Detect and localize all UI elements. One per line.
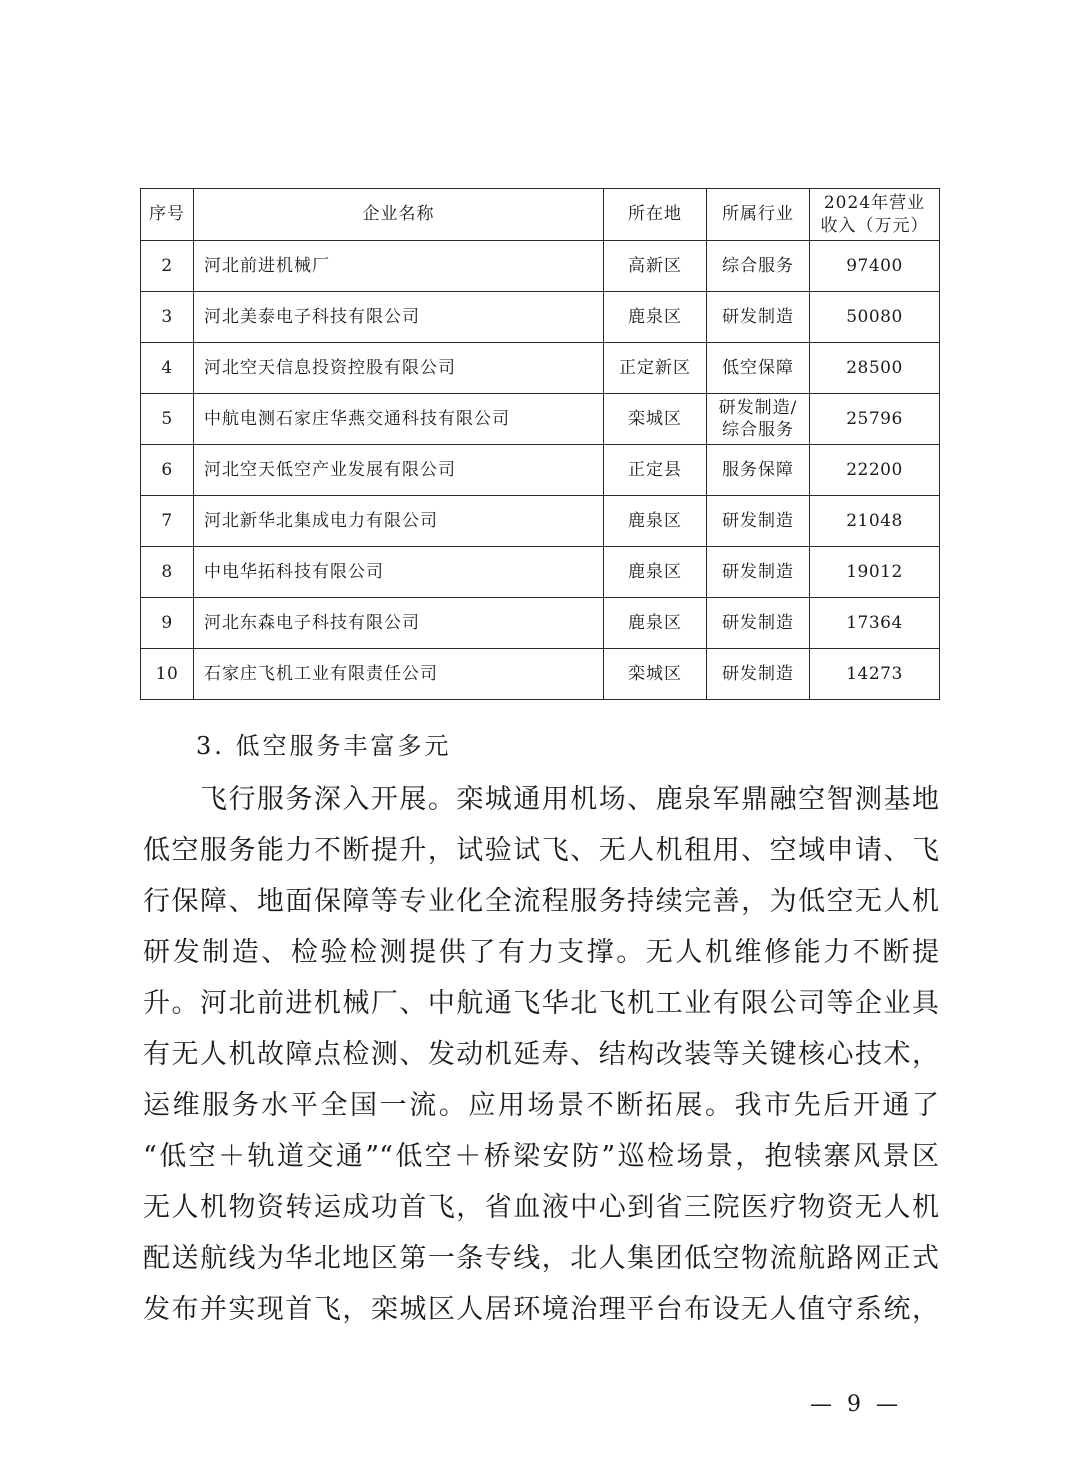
cell-location: 鹿泉区 [604, 496, 707, 547]
cell-industry: 研发制造 [707, 496, 810, 547]
header-location: 所在地 [604, 189, 707, 241]
table-row [141, 241, 940, 292]
table-row [141, 649, 940, 700]
cell-index: 3 [141, 292, 194, 343]
cell-index: 8 [141, 547, 194, 598]
cell-revenue: 21048 [810, 496, 940, 547]
cell-industry: 研发制造 [707, 598, 810, 649]
cell-industry: 服务保障 [707, 445, 810, 496]
body-paragraph [143, 774, 939, 1335]
paragraph-line: 无人机物资转运成功首飞，省血液中心到省三院医疗物资无人机 [143, 1192, 939, 1223]
page-number: — 9 — [810, 1392, 902, 1417]
cell-location: 鹿泉区 [604, 292, 707, 343]
paragraph-line: 运维服务水平全国一流。应用场景不断拓展。我市先后开通了 [143, 1090, 939, 1121]
cell-location: 正定县 [604, 445, 707, 496]
cell-index: 9 [141, 598, 194, 649]
cell-index: 10 [141, 649, 194, 700]
paragraph-line: 研发制造、检验检测提供了有力支撑。无人机维修能力不断提 [143, 937, 939, 968]
paragraph-line: 行保障、地面保障等专业化全流程服务持续完善，为低空无人机 [143, 886, 939, 917]
cell-revenue: 97400 [810, 241, 940, 292]
cell-company-name: 河北空天信息投资控股有限公司 [194, 343, 604, 394]
cell-revenue: 14273 [810, 649, 940, 700]
header-revenue-label: 2024年营业 收入（万元） [820, 193, 929, 236]
header-industry: 所属行业 [707, 189, 810, 241]
paragraph-line: 飞行服务深入开展。栾城通用机场、鹿泉军鼎融空智测基地 [143, 784, 939, 815]
table-row [141, 292, 940, 343]
cell-company-name: 河北空天低空产业发展有限公司 [194, 445, 604, 496]
cell-company-name: 河北东森电子科技有限公司 [194, 598, 604, 649]
table-row [141, 394, 940, 445]
cell-company-name: 河北新华北集成电力有限公司 [194, 496, 604, 547]
header-index: 序号 [141, 189, 194, 241]
cell-location: 栾城区 [604, 649, 707, 700]
cell-industry: 综合服务 [707, 241, 810, 292]
cell-location: 高新区 [604, 241, 707, 292]
section-heading: 3. 低空服务丰富多元 [196, 732, 452, 760]
cell-industry-label: 研发制造/ 综合服务 [718, 397, 798, 440]
cell-index: 6 [141, 445, 194, 496]
paragraph-line: 低空服务能力不断提升，试验试飞、无人机租用、空域申请、飞 [143, 835, 939, 866]
table-row [141, 547, 940, 598]
cell-company-name: 中电华拓科技有限公司 [194, 547, 604, 598]
cell-company-name: 河北前进机械厂 [194, 241, 604, 292]
cell-company-name: 中航电测石家庄华燕交通科技有限公司 [194, 394, 604, 445]
cell-industry: 低空保障 [707, 343, 810, 394]
enterprise-revenue-table [140, 188, 940, 700]
cell-location: 栾城区 [604, 394, 707, 445]
cell-industry: 研发制造 [707, 649, 810, 700]
table-row [141, 445, 940, 496]
cell-index: 5 [141, 394, 194, 445]
table-row [141, 343, 940, 394]
header-company-name: 企业名称 [194, 189, 604, 241]
cell-location: 鹿泉区 [604, 547, 707, 598]
cell-index: 2 [141, 241, 194, 292]
table-header-row [141, 189, 940, 241]
cell-index: 7 [141, 496, 194, 547]
cell-company-name: 石家庄飞机工业有限责任公司 [194, 649, 604, 700]
paragraph-line: 有无人机故障点检测、发动机延寿、结构改装等关键核心技术， [143, 1039, 939, 1070]
cell-revenue: 50080 [810, 292, 940, 343]
cell-industry: 研发制造 [707, 292, 810, 343]
table-row [141, 496, 940, 547]
cell-location: 正定新区 [604, 343, 707, 394]
paragraph-line: 升。河北前进机械厂、中航通飞华北飞机工业有限公司等企业具 [143, 988, 939, 1019]
cell-revenue: 17364 [810, 598, 940, 649]
cell-revenue: 28500 [810, 343, 940, 394]
paragraph-line: 配送航线为华北地区第一条专线，北人集团低空物流航路网正式 [143, 1243, 939, 1274]
cell-index: 4 [141, 343, 194, 394]
cell-revenue: 25796 [810, 394, 940, 445]
cell-industry [707, 394, 810, 445]
cell-location: 鹿泉区 [604, 598, 707, 649]
cell-industry: 研发制造 [707, 547, 810, 598]
header-revenue [810, 189, 940, 241]
cell-revenue: 19012 [810, 547, 940, 598]
table-row [141, 598, 940, 649]
cell-revenue: 22200 [810, 445, 940, 496]
paragraph-line: “低空＋轨道交通”“低空＋桥梁安防”巡检场景，抱犊寨风景区 [143, 1141, 939, 1172]
paragraph-line: 发布并实现首飞，栾城区人居环境治理平台布设无人值守系统， [143, 1294, 939, 1325]
cell-company-name: 河北美泰电子科技有限公司 [194, 292, 604, 343]
